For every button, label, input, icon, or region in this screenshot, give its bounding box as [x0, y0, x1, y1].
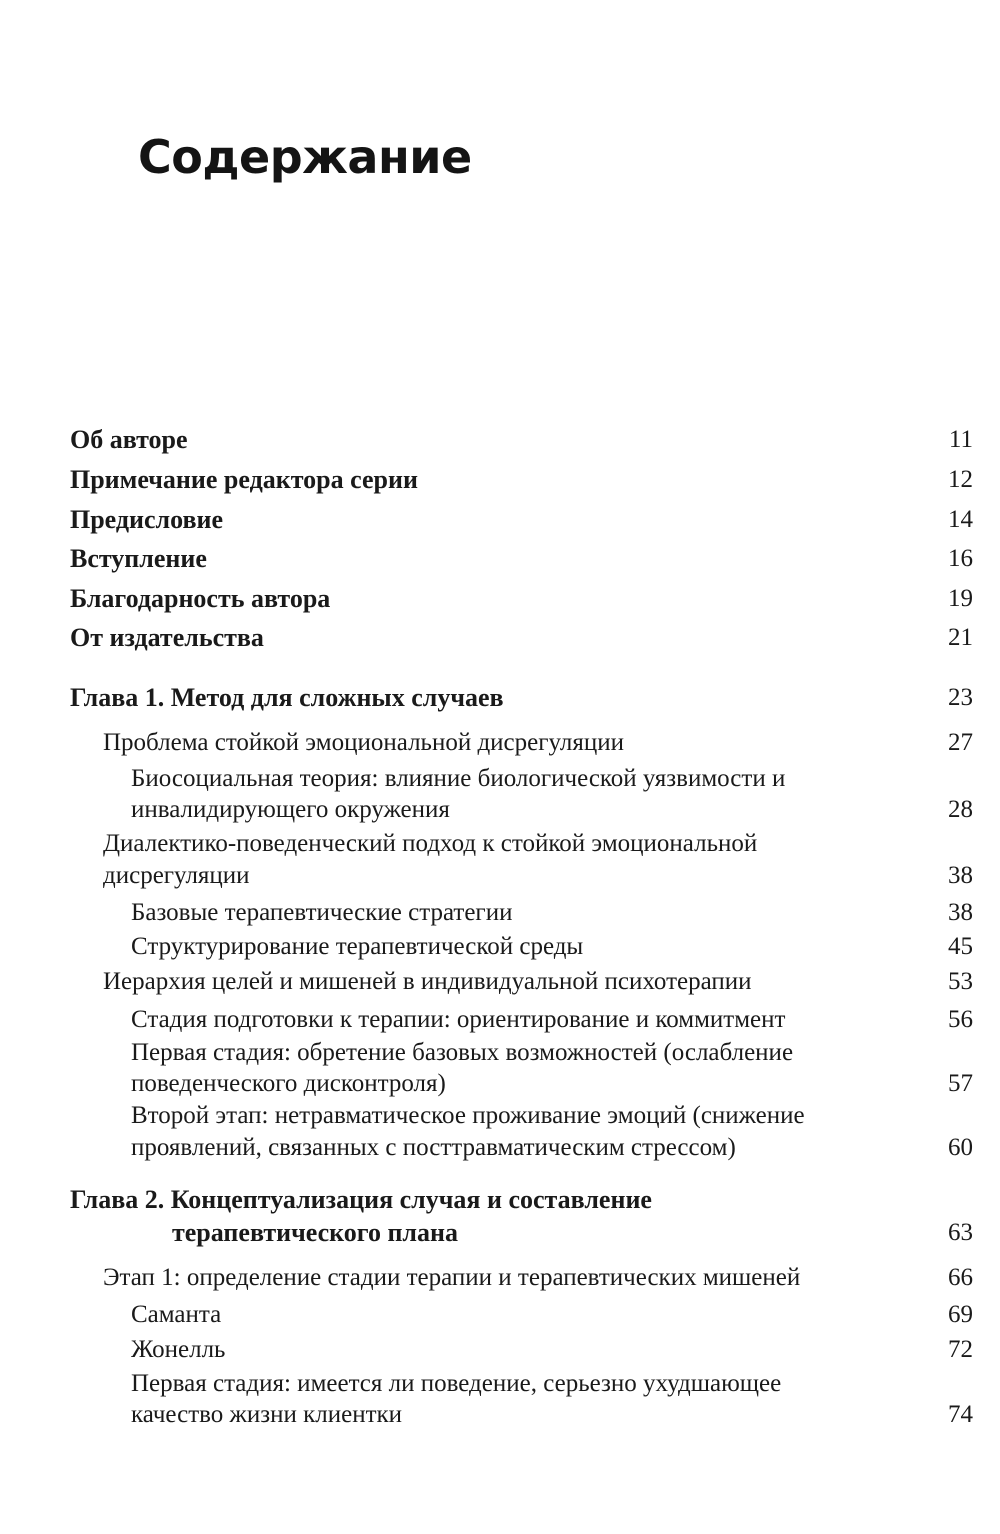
toc-entry-subsection[interactable]: Первая стадия: имеется ли поведение, серьезно ухудшающее [131, 1370, 782, 1397]
toc-page-number: 74 [948, 1401, 973, 1428]
toc-entry-subsection[interactable]: Жонелль [131, 1336, 226, 1363]
page-title: Содержание [138, 130, 472, 184]
toc-entry-acknowledgments[interactable]: Благодарность автора [70, 584, 331, 613]
toc-page-number: 12 [948, 466, 973, 493]
toc-entry-subsection[interactable]: Базовые терапевтические стратегии [131, 899, 513, 926]
toc-entry-about-author[interactable]: Об авторе [70, 425, 188, 454]
toc-entry-section[interactable]: Диалектико-поведенческий подход к стойкой эмоциональной [103, 830, 758, 857]
toc-page-number: 14 [948, 506, 973, 533]
toc-entry-chapter-2[interactable]: Глава 2. Концептуализация случая и составление [70, 1185, 652, 1214]
toc-entry-subsection[interactable]: Саманта [131, 1301, 222, 1328]
toc-page-number: 11 [948, 426, 973, 453]
toc-entry-chapter-2-cont[interactable]: терапевтического плана [172, 1218, 458, 1247]
toc-page-number: 53 [948, 968, 973, 995]
toc-page-number: 72 [948, 1336, 973, 1363]
toc-entry-subsection[interactable]: Первая стадия: обретение базовых возможностей (ослабление [131, 1039, 794, 1066]
toc-entry-subsection-cont[interactable]: инвалидирующего окружения [131, 796, 450, 823]
toc-entry-subsection[interactable]: Стадия подготовки к терапии: ориентирование и коммитмент [131, 1006, 786, 1033]
toc-page-number: 69 [948, 1301, 973, 1328]
toc-entry-chapter-1[interactable]: Глава 1. Метод для сложных случаев [70, 683, 504, 712]
toc-page-number: 63 [948, 1219, 973, 1246]
toc-entry-subsection[interactable]: Второй этап: нетравматическое проживание эмоций (снижение [131, 1102, 805, 1129]
toc-entry-section[interactable]: Иерархия целей и мишеней в индивидуальной психотерапии [103, 968, 752, 995]
toc-entry-introduction[interactable]: Вступление [70, 544, 207, 573]
toc-page-number: 23 [948, 684, 973, 711]
toc-page-number: 27 [948, 729, 973, 756]
toc-page-number: 56 [948, 1006, 973, 1033]
toc-page-number: 21 [948, 624, 973, 651]
toc-entry-from-publisher[interactable]: От издательства [70, 623, 264, 652]
toc-entry-subsection-cont[interactable]: проявлений, связанных с посттравматическим стрессом) [131, 1134, 736, 1161]
toc-page-number: 38 [948, 862, 973, 889]
toc-page-number: 60 [948, 1134, 973, 1161]
toc-entry-subsection-cont[interactable]: поведенческого дисконтроля) [131, 1070, 446, 1097]
toc-page-number: 45 [948, 933, 973, 960]
toc-page-number: 66 [948, 1264, 973, 1291]
toc-entry-subsection[interactable]: Биосоциальная теория: влияние биологической уязвимости и [131, 765, 786, 792]
toc-entry-section[interactable]: Проблема стойкой эмоциональной дисрегуляции [103, 729, 625, 756]
toc-page-number: 19 [948, 585, 973, 612]
toc-entry-section[interactable]: Этап 1: определение стадии терапии и терапевтических мишеней [103, 1264, 801, 1291]
toc-entry-subsection-cont[interactable]: качество жизни клиентки [131, 1401, 403, 1428]
toc-entry-series-editor-note[interactable]: Примечание редактора серии [70, 465, 418, 494]
toc-page-number: 57 [948, 1070, 973, 1097]
toc-entry-subsection[interactable]: Структурирование терапевтической среды [131, 933, 584, 960]
toc-page-number: 16 [948, 545, 973, 572]
toc-page-number: 38 [948, 899, 973, 926]
toc-page-number: 28 [948, 796, 973, 823]
toc-entry-section-cont[interactable]: дисрегуляции [103, 862, 250, 889]
toc-entry-foreword[interactable]: Предисловие [70, 505, 224, 534]
